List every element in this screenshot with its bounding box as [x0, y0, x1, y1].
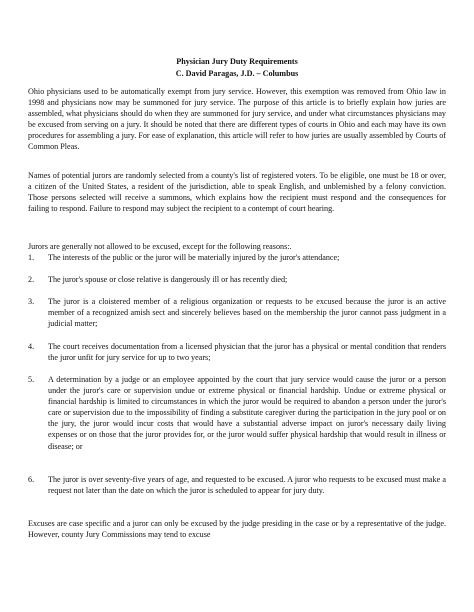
document-author: C. David Paragas, J.D. – Columbus — [175, 68, 299, 78]
document-page — [28, 0, 446, 612]
document-title: Physician Jury Duty Requirements — [176, 57, 298, 66]
reason-number: 3. — [28, 297, 35, 306]
reason-number: 4. — [28, 342, 35, 351]
reason-text: The court receives documentation from a licensed physician that the juror has a physical or mental condition that renders the juror unfit for jury service for up to two years; — [48, 342, 446, 363]
document-header — [28, 56, 446, 79]
reason-number: 1. — [28, 253, 35, 262]
closing-paragraph: Excuses are case specific and a juror can only be excused by the judge presiding in the case or by a representative of the judge. However, county Jury Commissions may tend to excuse — [28, 519, 446, 540]
selection-paragraph: Names of potential jurors are randomly selected from a county's list of registered voters. To be eligible, one must be 18 or over, a citizen of the United States, a resident of the jurisdiction, able to speak English, and unblemished by a felony conviction. Those persons selected will receive a summons, which explains how the recipient must respond and the consequences for failing to respond. Failure to respond may subject the recipient to a contempt of court hearing. — [28, 171, 446, 214]
reasons-intro: Jurors are generally not allowed to be excused, except for the following reasons:. — [28, 242, 292, 251]
reason-text: The juror's spouse or close relative is dangerously ill or has recently died; — [48, 275, 288, 284]
reason-text: The juror is over seventy-five years of age, and requested to be excused. A juror who requests to be excused must make a request not later than the date on which the juror is scheduled to appear for jury duty. — [48, 475, 446, 496]
reason-number: 6. — [28, 475, 35, 484]
intro-paragraph: Ohio physicians used to be automatically exempt from jury service. However, this exemption was removed from Ohio law in 1998 and physicians now may be summoned for jury service. The purpose of this article is to briefly explain how juries are assembled, what physicians should do when they are summoned for jury service, and under what circumstances physicians may be excused from serving on a jury. It should be noted that there are different types of courts in Ohio and each may have its own procedures for assembling a jury. For ease of explanation, this article will refer to how juries are usually assembled by Courts of Common Pleas. — [28, 87, 446, 152]
reason-number: 5. — [28, 375, 35, 384]
reason-text: The juror is a cloistered member of a religious organization or requests to be excused because the juror is an active member of a recognized amish sect and sincerely believes based on the membership the juror cannot pass judgment in a judicial matter; — [48, 297, 446, 329]
reason-text: A determination by a judge or an employee appointed by the court that jury service would cause the juror or a person under the juror's care or supervision undue or extreme physical or financial hardship. Undue or extreme physical or financial hardship is limited to circumstances in which the juror would be required to abandon a person under the juror's care or supervision due to the impossibility of finding a substitute caregiver during the participation in the jury pool or on the jury, the juror would incur costs that would have a substantial adverse impact on juror's necessary daily living expenses or on those that the juror provides for, or the juror would suffer physical hardship that would result in illness or disease; or — [48, 375, 446, 451]
reason-text: The interests of the public or the juror will be materially injured by the juror's attendance; — [48, 253, 340, 262]
reason-number: 2. — [28, 275, 35, 284]
